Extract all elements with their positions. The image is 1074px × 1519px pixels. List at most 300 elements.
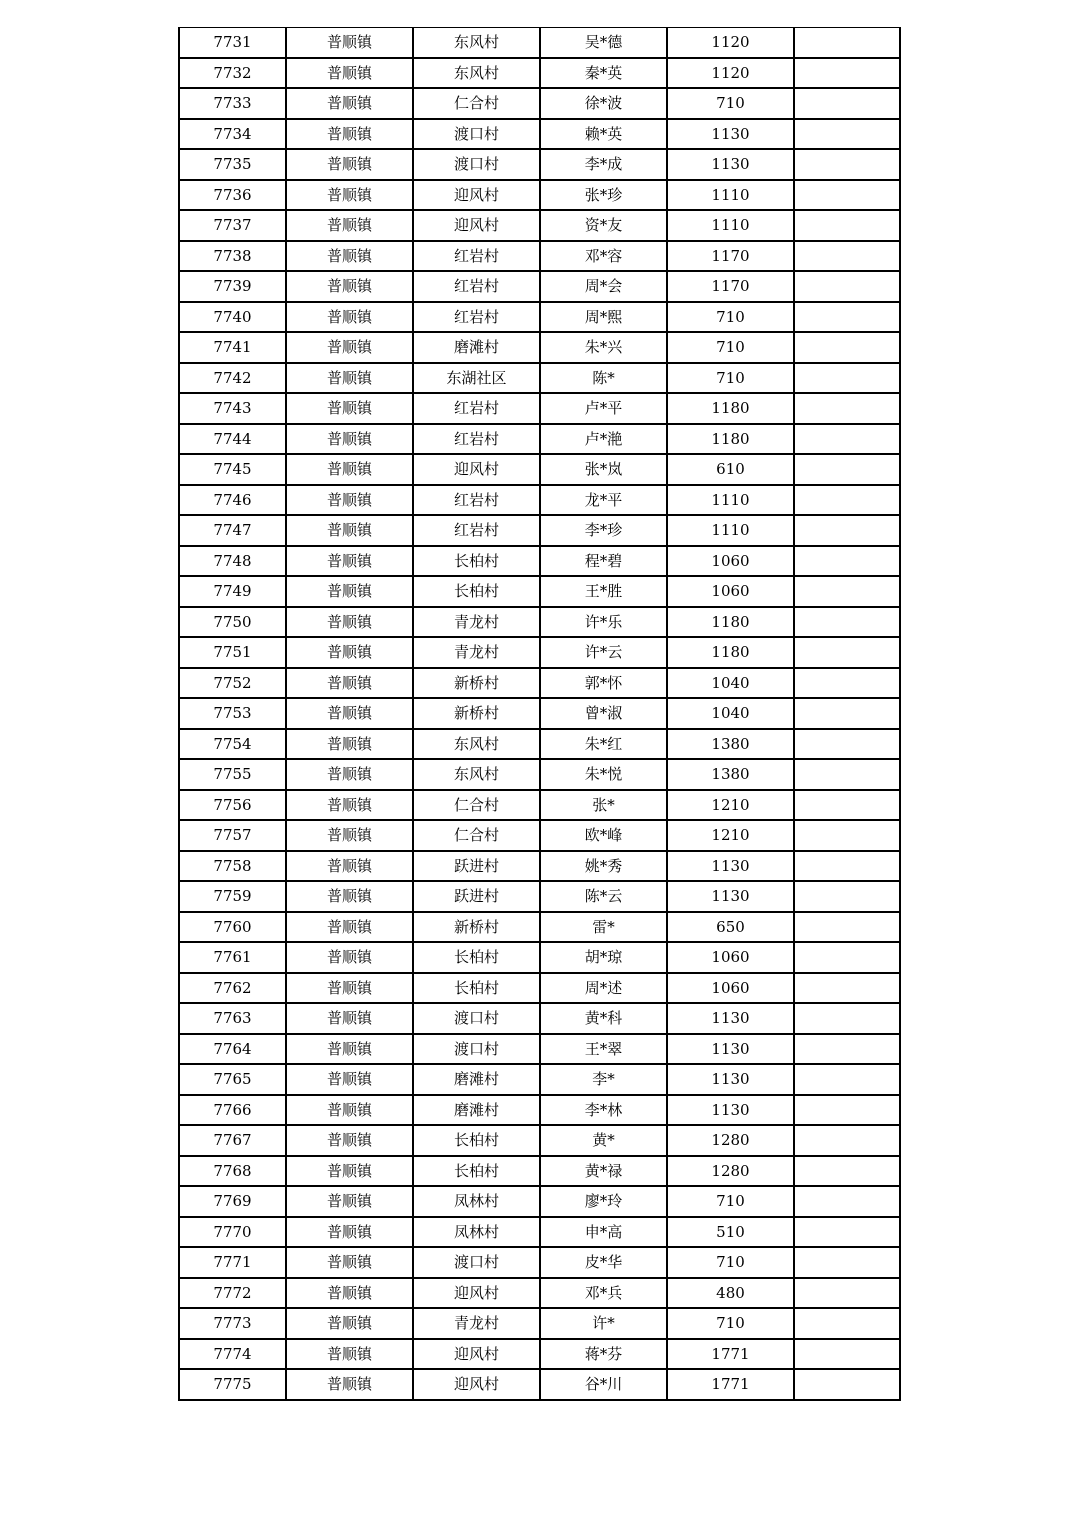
village-cell: 跃进村 [413,881,540,912]
note-cell [794,1247,900,1278]
town-cell: 普顺镇 [286,28,413,58]
village-cell: 迎风村 [413,1278,540,1309]
note-cell [794,1278,900,1309]
amount-cell: 1170 [667,241,794,272]
name-cell: 张* [540,790,667,821]
town-cell: 普顺镇 [286,454,413,485]
index-cell: 7769 [179,1186,286,1217]
note-cell [794,698,900,729]
name-cell: 黄*禄 [540,1156,667,1187]
table-row [179,1308,900,1339]
town-cell: 普顺镇 [286,1095,413,1126]
table-row [179,668,900,699]
village-cell: 长柏村 [413,546,540,577]
index-cell: 7774 [179,1339,286,1370]
name-cell: 许*云 [540,637,667,668]
name-cell: 黄* [540,1125,667,1156]
amount-cell: 710 [667,1308,794,1339]
amount-cell: 1110 [667,485,794,516]
amount-cell: 480 [667,1278,794,1309]
amount-cell: 1380 [667,759,794,790]
amount-cell: 1280 [667,1156,794,1187]
index-cell: 7737 [179,210,286,241]
name-cell: 程*碧 [540,546,667,577]
town-cell: 普顺镇 [286,485,413,516]
town-cell: 普顺镇 [286,424,413,455]
table-row [179,1003,900,1034]
amount-cell: 710 [667,363,794,394]
table-row [179,515,900,546]
town-cell: 普顺镇 [286,759,413,790]
index-cell: 7742 [179,363,286,394]
note-cell [794,607,900,638]
table-row [179,241,900,272]
village-cell: 磨滩村 [413,1064,540,1095]
note-cell [794,515,900,546]
index-cell: 7740 [179,302,286,333]
town-cell: 普顺镇 [286,912,413,943]
village-cell: 东湖社区 [413,363,540,394]
index-cell: 7745 [179,454,286,485]
name-cell: 许* [540,1308,667,1339]
town-cell: 普顺镇 [286,1125,413,1156]
note-cell [794,759,900,790]
table-body [179,28,900,1400]
village-cell: 红岩村 [413,515,540,546]
table-row [179,1064,900,1095]
note-cell [794,1339,900,1370]
index-cell: 7761 [179,942,286,973]
amount-cell: 1130 [667,1064,794,1095]
village-cell: 红岩村 [413,271,540,302]
amount-cell: 1110 [667,210,794,241]
name-cell: 卢*滟 [540,424,667,455]
note-cell [794,454,900,485]
village-cell: 渡口村 [413,1003,540,1034]
table-row [179,1095,900,1126]
name-cell: 姚*秀 [540,851,667,882]
amount-cell: 710 [667,1247,794,1278]
amount-cell: 1180 [667,637,794,668]
index-cell: 7752 [179,668,286,699]
amount-cell: 1060 [667,942,794,973]
index-cell: 7772 [179,1278,286,1309]
village-cell: 青龙村 [413,607,540,638]
table-row [179,58,900,89]
town-cell: 普顺镇 [286,180,413,211]
amount-cell: 1380 [667,729,794,760]
town-cell: 普顺镇 [286,668,413,699]
name-cell: 皮*华 [540,1247,667,1278]
town-cell: 普顺镇 [286,1034,413,1065]
amount-cell: 1130 [667,881,794,912]
name-cell: 邓*容 [540,241,667,272]
table-row [179,729,900,760]
note-cell [794,271,900,302]
town-cell: 普顺镇 [286,942,413,973]
note-cell [794,424,900,455]
table-row [179,119,900,150]
name-cell: 周*述 [540,973,667,1004]
note-cell [794,637,900,668]
village-cell: 长柏村 [413,576,540,607]
village-cell: 红岩村 [413,302,540,333]
amount-cell: 1130 [667,1034,794,1065]
table-row [179,1125,900,1156]
village-cell: 渡口村 [413,149,540,180]
index-cell: 7759 [179,881,286,912]
village-cell: 渡口村 [413,1034,540,1065]
town-cell: 普顺镇 [286,1003,413,1034]
amount-cell: 1040 [667,698,794,729]
table-row [179,210,900,241]
amount-cell: 1060 [667,973,794,1004]
amount-cell: 1040 [667,668,794,699]
table-row [179,698,900,729]
amount-cell: 650 [667,912,794,943]
town-cell: 普顺镇 [286,302,413,333]
town-cell: 普顺镇 [286,1308,413,1339]
table-row [179,759,900,790]
note-cell [794,942,900,973]
table-row [179,393,900,424]
town-cell: 普顺镇 [286,1156,413,1187]
amount-cell: 1210 [667,790,794,821]
amount-cell: 1110 [667,515,794,546]
village-cell: 长柏村 [413,942,540,973]
amount-cell: 1130 [667,1095,794,1126]
index-cell: 7750 [179,607,286,638]
table-row [179,546,900,577]
table-row [179,1369,900,1400]
table-row [179,424,900,455]
amount-cell: 510 [667,1217,794,1248]
town-cell: 普顺镇 [286,149,413,180]
table-row [179,942,900,973]
table-row [179,1278,900,1309]
table-row [179,1186,900,1217]
village-cell: 东风村 [413,28,540,58]
village-cell: 长柏村 [413,1125,540,1156]
name-cell: 王*翠 [540,1034,667,1065]
table-row [179,607,900,638]
name-cell: 龙*平 [540,485,667,516]
table-row [179,332,900,363]
note-cell [794,485,900,516]
amount-cell: 1210 [667,820,794,851]
town-cell: 普顺镇 [286,729,413,760]
name-cell: 朱*红 [540,729,667,760]
table-row [179,790,900,821]
name-cell: 申*高 [540,1217,667,1248]
note-cell [794,363,900,394]
town-cell: 普顺镇 [286,1217,413,1248]
town-cell: 普顺镇 [286,210,413,241]
table-row [179,454,900,485]
note-cell [794,1186,900,1217]
index-cell: 7760 [179,912,286,943]
name-cell: 谷*川 [540,1369,667,1400]
note-cell [794,790,900,821]
note-cell [794,88,900,119]
village-cell: 跃进村 [413,851,540,882]
table-row [179,149,900,180]
village-cell: 凤林村 [413,1186,540,1217]
village-cell: 红岩村 [413,393,540,424]
note-cell [794,1003,900,1034]
name-cell: 陈* [540,363,667,394]
village-cell: 红岩村 [413,424,540,455]
index-cell: 7767 [179,1125,286,1156]
index-cell: 7735 [179,149,286,180]
amount-cell: 1771 [667,1369,794,1400]
name-cell: 曾*淑 [540,698,667,729]
name-cell: 李*珍 [540,515,667,546]
name-cell: 王*胜 [540,576,667,607]
name-cell: 周*会 [540,271,667,302]
index-cell: 7751 [179,637,286,668]
note-cell [794,851,900,882]
village-cell: 迎风村 [413,454,540,485]
table-row [179,180,900,211]
index-cell: 7768 [179,1156,286,1187]
name-cell: 周*熙 [540,302,667,333]
table-row [179,363,900,394]
table-row [179,1339,900,1370]
village-cell: 磨滩村 [413,332,540,363]
name-cell: 吴*德 [540,28,667,58]
note-cell [794,1125,900,1156]
index-cell: 7762 [179,973,286,1004]
amount-cell: 1110 [667,180,794,211]
village-cell: 长柏村 [413,973,540,1004]
data-table [178,27,901,1401]
table-row [179,881,900,912]
note-cell [794,912,900,943]
note-cell [794,1217,900,1248]
town-cell: 普顺镇 [286,790,413,821]
note-cell [794,1095,900,1126]
amount-cell: 710 [667,88,794,119]
note-cell [794,28,900,58]
town-cell: 普顺镇 [286,1247,413,1278]
amount-cell: 1120 [667,28,794,58]
index-cell: 7749 [179,576,286,607]
index-cell: 7757 [179,820,286,851]
index-cell: 7747 [179,515,286,546]
village-cell: 东风村 [413,58,540,89]
town-cell: 普顺镇 [286,1339,413,1370]
index-cell: 7763 [179,1003,286,1034]
index-cell: 7773 [179,1308,286,1339]
town-cell: 普顺镇 [286,363,413,394]
note-cell [794,58,900,89]
note-cell [794,1369,900,1400]
village-cell: 渡口村 [413,1247,540,1278]
town-cell: 普顺镇 [286,881,413,912]
amount-cell: 710 [667,1186,794,1217]
index-cell: 7746 [179,485,286,516]
town-cell: 普顺镇 [286,241,413,272]
table-row [179,1247,900,1278]
name-cell: 卢*平 [540,393,667,424]
name-cell: 赖*英 [540,119,667,150]
village-cell: 磨滩村 [413,1095,540,1126]
amount-cell: 1771 [667,1339,794,1370]
table-row [179,973,900,1004]
name-cell: 胡*琼 [540,942,667,973]
table-row [179,271,900,302]
town-cell: 普顺镇 [286,851,413,882]
table-row [179,637,900,668]
note-cell [794,576,900,607]
village-cell: 东风村 [413,729,540,760]
note-cell [794,881,900,912]
village-cell: 新桥村 [413,668,540,699]
village-cell: 迎风村 [413,180,540,211]
name-cell: 雷* [540,912,667,943]
index-cell: 7732 [179,58,286,89]
village-cell: 迎风村 [413,1339,540,1370]
village-cell: 迎风村 [413,210,540,241]
amount-cell: 1060 [667,576,794,607]
town-cell: 普顺镇 [286,58,413,89]
index-cell: 7748 [179,546,286,577]
town-cell: 普顺镇 [286,271,413,302]
note-cell [794,546,900,577]
index-cell: 7733 [179,88,286,119]
note-cell [794,332,900,363]
table-row [179,1156,900,1187]
town-cell: 普顺镇 [286,820,413,851]
name-cell: 李* [540,1064,667,1095]
note-cell [794,1064,900,1095]
village-cell: 渡口村 [413,119,540,150]
amount-cell: 1170 [667,271,794,302]
note-cell [794,119,900,150]
index-cell: 7771 [179,1247,286,1278]
village-cell: 新桥村 [413,912,540,943]
amount-cell: 1060 [667,546,794,577]
table-row [179,1217,900,1248]
name-cell: 李*成 [540,149,667,180]
index-cell: 7756 [179,790,286,821]
name-cell: 黄*科 [540,1003,667,1034]
name-cell: 陈*云 [540,881,667,912]
name-cell: 欧*峰 [540,820,667,851]
name-cell: 张*珍 [540,180,667,211]
town-cell: 普顺镇 [286,576,413,607]
index-cell: 7766 [179,1095,286,1126]
village-cell: 仁合村 [413,88,540,119]
amount-cell: 1130 [667,119,794,150]
index-cell: 7731 [179,28,286,58]
table-row [179,576,900,607]
name-cell: 朱*兴 [540,332,667,363]
town-cell: 普顺镇 [286,1064,413,1095]
town-cell: 普顺镇 [286,546,413,577]
village-cell: 凤林村 [413,1217,540,1248]
name-cell: 郭*怀 [540,668,667,699]
town-cell: 普顺镇 [286,973,413,1004]
amount-cell: 1180 [667,424,794,455]
table-row [179,912,900,943]
village-cell: 青龙村 [413,637,540,668]
table-row [179,302,900,333]
name-cell: 蒋*芬 [540,1339,667,1370]
note-cell [794,393,900,424]
town-cell: 普顺镇 [286,607,413,638]
town-cell: 普顺镇 [286,393,413,424]
index-cell: 7755 [179,759,286,790]
town-cell: 普顺镇 [286,637,413,668]
index-cell: 7765 [179,1064,286,1095]
village-cell: 新桥村 [413,698,540,729]
town-cell: 普顺镇 [286,88,413,119]
index-cell: 7743 [179,393,286,424]
amount-cell: 1120 [667,58,794,89]
index-cell: 7736 [179,180,286,211]
table-row [179,28,900,58]
index-cell: 7758 [179,851,286,882]
name-cell: 廖*玲 [540,1186,667,1217]
name-cell: 秦*英 [540,58,667,89]
amount-cell: 610 [667,454,794,485]
village-cell: 红岩村 [413,485,540,516]
table-row [179,1034,900,1065]
amount-cell: 1130 [667,851,794,882]
index-cell: 7738 [179,241,286,272]
index-cell: 7739 [179,271,286,302]
amount-cell: 1180 [667,393,794,424]
village-cell: 仁合村 [413,820,540,851]
amount-cell: 1130 [667,149,794,180]
village-cell: 东风村 [413,759,540,790]
amount-cell: 710 [667,302,794,333]
table-row [179,88,900,119]
index-cell: 7753 [179,698,286,729]
town-cell: 普顺镇 [286,698,413,729]
index-cell: 7734 [179,119,286,150]
index-cell: 7775 [179,1369,286,1400]
note-cell [794,149,900,180]
village-cell: 迎风村 [413,1369,540,1400]
town-cell: 普顺镇 [286,515,413,546]
index-cell: 7770 [179,1217,286,1248]
note-cell [794,1308,900,1339]
note-cell [794,302,900,333]
name-cell: 邓*兵 [540,1278,667,1309]
note-cell [794,729,900,760]
village-cell: 仁合村 [413,790,540,821]
note-cell [794,210,900,241]
table-row [179,851,900,882]
town-cell: 普顺镇 [286,332,413,363]
note-cell [794,668,900,699]
town-cell: 普顺镇 [286,1369,413,1400]
town-cell: 普顺镇 [286,1278,413,1309]
amount-cell: 1180 [667,607,794,638]
name-cell: 张*岚 [540,454,667,485]
village-cell: 青龙村 [413,1308,540,1339]
name-cell: 资*友 [540,210,667,241]
note-cell [794,1034,900,1065]
table-row [179,485,900,516]
index-cell: 7744 [179,424,286,455]
town-cell: 普顺镇 [286,119,413,150]
name-cell: 徐*波 [540,88,667,119]
village-cell: 长柏村 [413,1156,540,1187]
